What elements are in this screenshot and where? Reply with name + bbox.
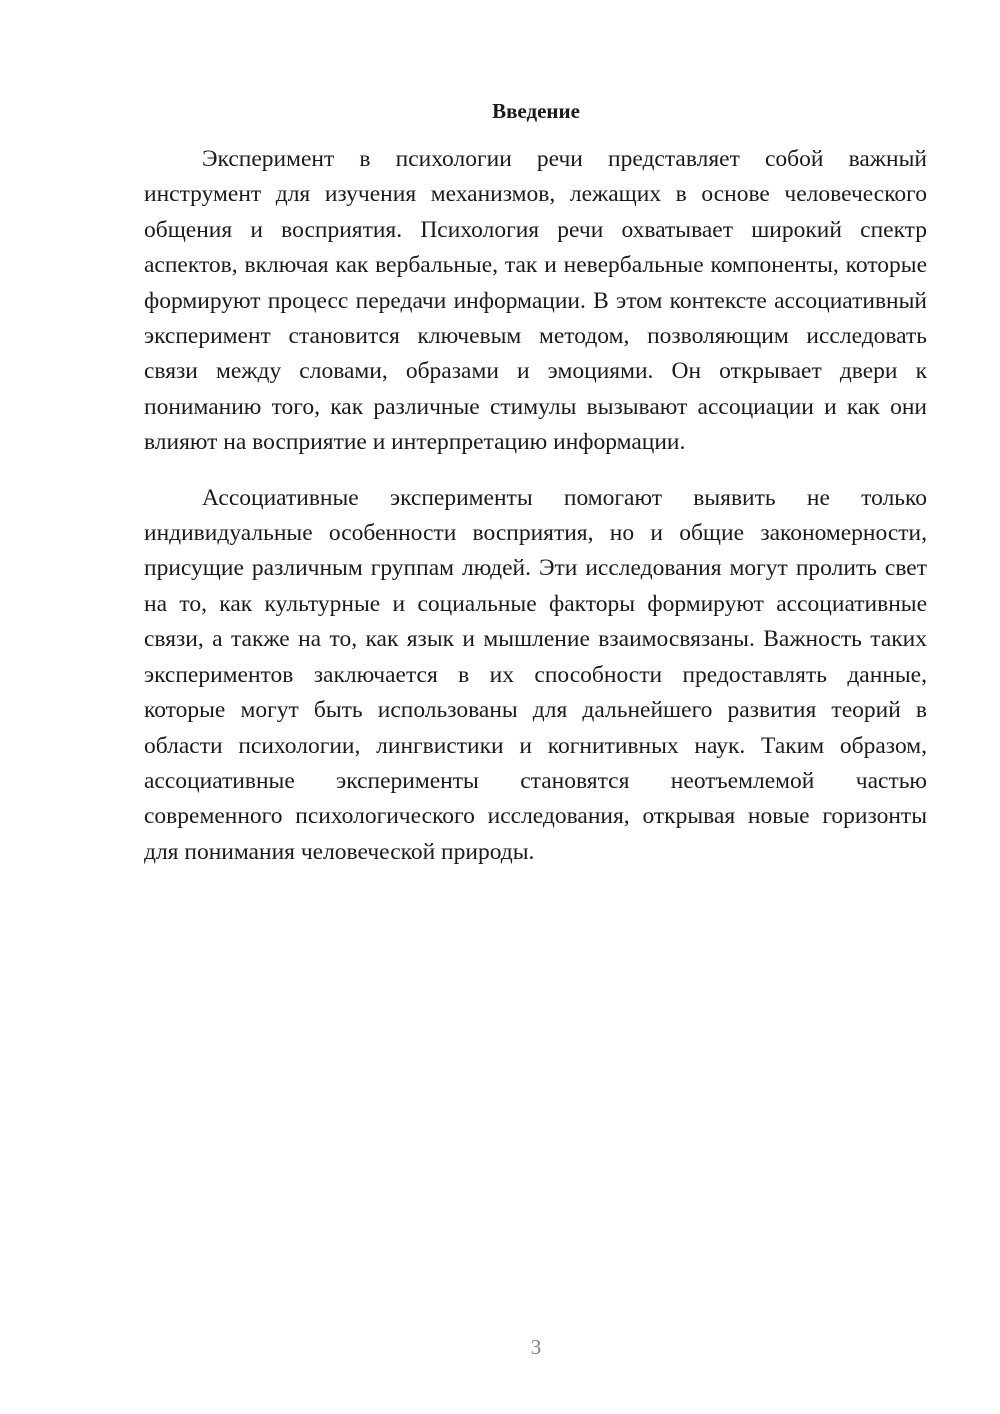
paragraph-associative-experiments: Ассоциативные эксперименты помогают выявить не только индивидуальные особенности восприятия, но и общие закономерности, присущие различным группам людей. Эти исследования могут пролить свет на то, как культурные и социальные факторы формируют ассоциативные связи, а также на то, как язык и мышление взаимосвязаны. Важность таких экспериментов заключается в их способности предоставлять данные, которые могут быть использованы для дальнейшего развития теорий в области психологии, лингвистики и когнитивных наук. Таким образом, ассоциативные эксперименты становятся неотъемлемой частью современного психологического исследования, открывая новые горизонты для понимания человеческой природы. xyxy=(144,484,927,865)
page-number: 3 xyxy=(530,1335,542,1359)
section-heading: Введение xyxy=(492,99,580,123)
body-text xyxy=(144,142,927,870)
paragraph-intro: Эксперимент в психологии речи представляет собой важный инструмент для изучения механизмов, лежащих в основе человеческого общения и восприятия. Психология речи охватывает широкий спектр аспектов, включая как вербальные, так и невербальные компоненты, которые формируют процесс передачи информации. В этом контексте ассоциативный эксперимент становится ключевым методом, позволяющим исследовать связи между словами, образами и эмоциями. Он открывает двери к пониманию того, как различные стимулы вызывают ассоциации и как они влияют на восприятие и интерпретацию информации. xyxy=(144,146,927,456)
